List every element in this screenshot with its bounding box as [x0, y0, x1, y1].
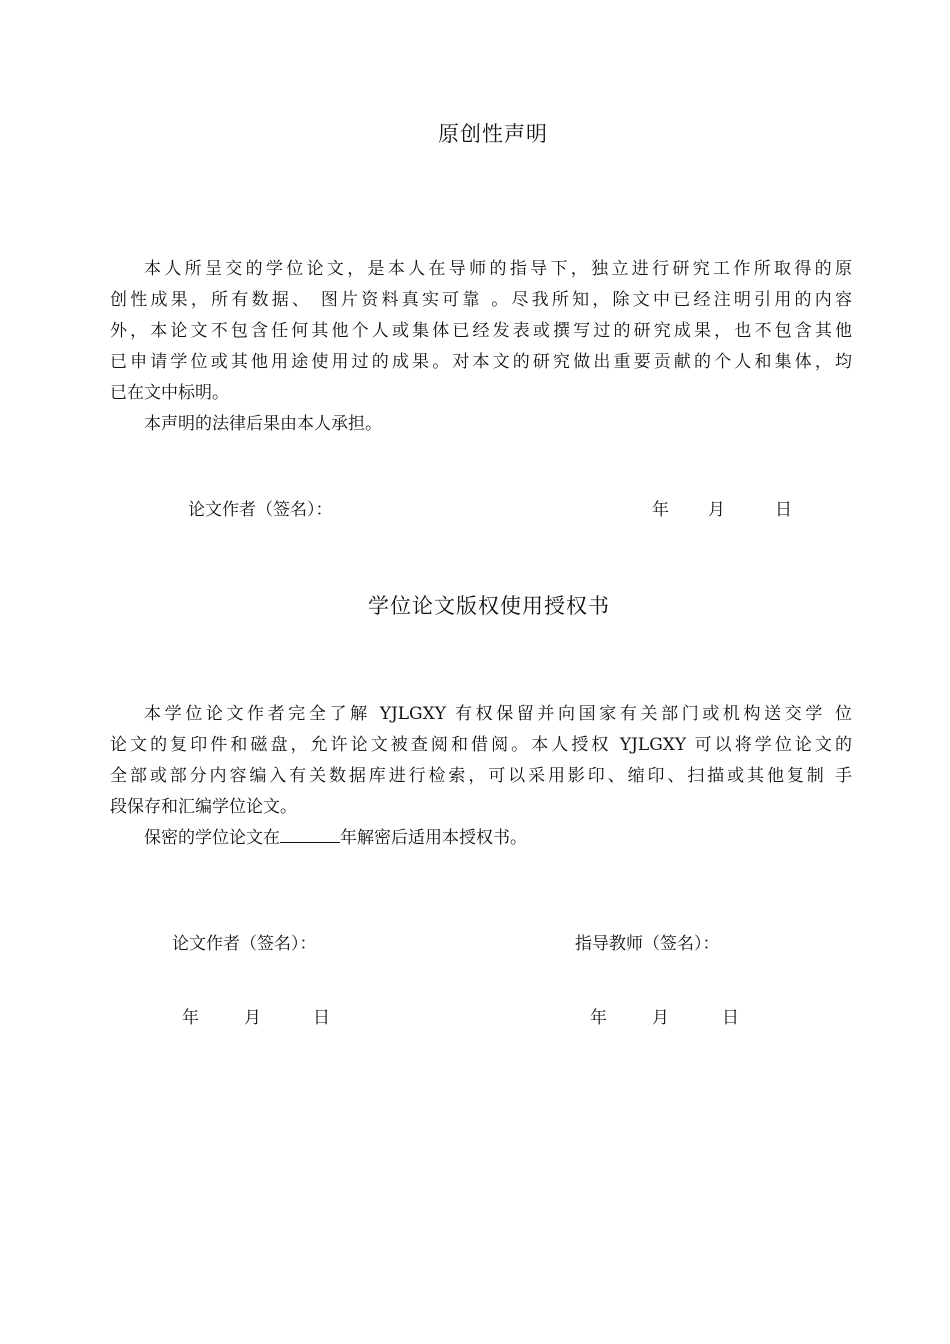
paragraph-line: 创性成果，所有数据、 图片资料真实可靠 。尽我所知，除文中已经注明引用的内容 [110, 290, 852, 310]
secrecy-suffix: 年解密后适用本授权书。 [340, 828, 527, 848]
copyright-paragraph [110, 699, 852, 854]
originality-title: 原创性声明 [438, 122, 548, 146]
paragraph-line: 本学位论文作者完全了解 YJLGXY 有权保留并向国家有关部门或机构送交学 位 [144, 704, 852, 724]
advisor-date-month: 月 [652, 1008, 669, 1028]
date-year: 年 [652, 500, 669, 520]
secrecy-prefix: 保密的学位论文在 [144, 828, 280, 848]
paragraph-line: 全部或部分内容编入有关数据库进行检索，可以采用影印、缩印、扫描或其他复制 手 [110, 766, 852, 786]
paragraph-line: 已在文中标明。 [110, 383, 229, 403]
author-signature-label: 论文作者（签名）： [172, 934, 317, 954]
copyright-title: 学位论文版权使用授权书 [368, 594, 610, 618]
author-signature-label: 论文作者（签名）： [188, 500, 333, 520]
date-day: 日 [775, 500, 792, 520]
paragraph-line: 本人所呈交的学位论文，是本人在导师的指导下，独立进行研究工作所取得的原 [144, 259, 852, 279]
author-date-year: 年 [182, 1008, 199, 1028]
paragraph-line: 已申请学位或其他用途使用过的成果。对本文的研究做出重要贡献的个人和集体，均 [110, 352, 852, 372]
author-date-day: 日 [313, 1008, 330, 1028]
paragraph-line: 论文的复印件和磁盘，允许论文被查阅和借阅。本人授权 YJLGXY 可以将学位论文的 [110, 735, 852, 755]
statement-line: 本声明的法律后果由本人承担。 [144, 414, 382, 434]
advisor-signature-label: 指导教师（签名）： [575, 934, 720, 954]
paragraph-line: 外，本论文不包含任何其他个人或集体已经发表或撰写过的研究成果，也不包含其他 [110, 321, 852, 341]
originality-paragraph [110, 254, 852, 440]
date-month: 月 [708, 500, 725, 520]
advisor-date-day: 日 [722, 1008, 739, 1028]
author-date-month: 月 [244, 1008, 261, 1028]
secrecy-years-blank[interactable] [280, 828, 340, 843]
secrecy-line [110, 823, 852, 854]
advisor-date-year: 年 [590, 1008, 607, 1028]
paragraph-line: 段保存和汇编学位论文。 [110, 797, 297, 817]
